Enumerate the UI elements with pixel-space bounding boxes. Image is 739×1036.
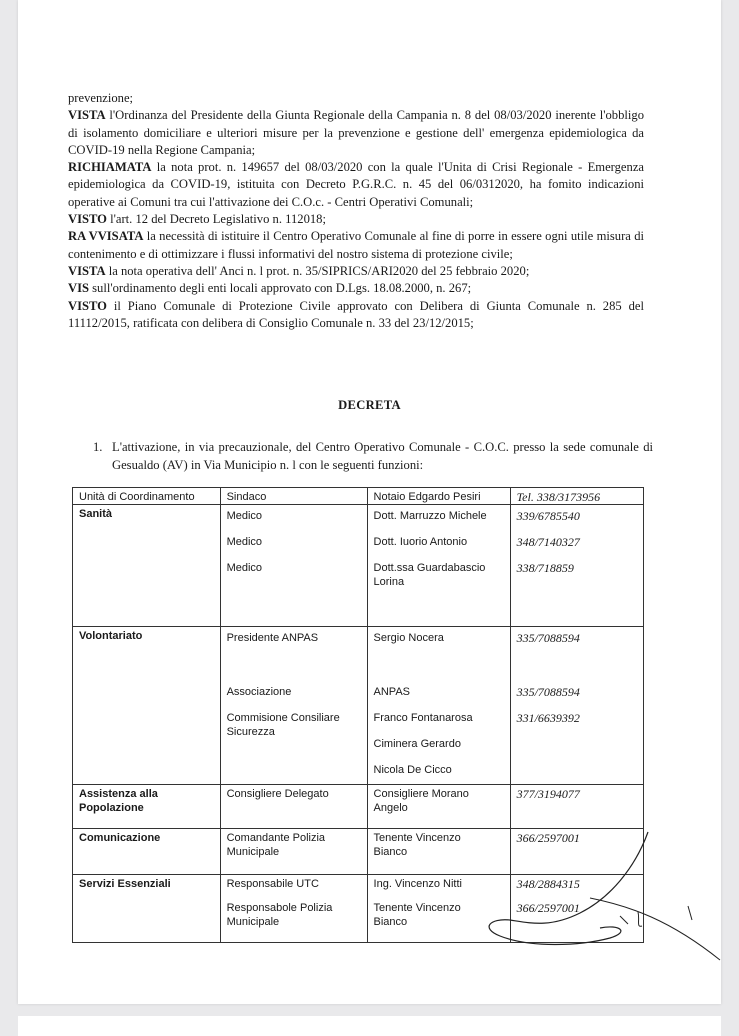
name-line: Ing. Vincenzo Nitti bbox=[373, 878, 462, 890]
keyword: VISTO bbox=[68, 212, 107, 227]
table-row-header bbox=[73, 488, 644, 505]
paragraph-vista-nota bbox=[68, 263, 644, 280]
decree-item-1 bbox=[93, 438, 653, 474]
name-line: Lorina bbox=[373, 576, 405, 588]
name-line: Dott. Iuorio Antonio bbox=[373, 536, 468, 548]
area-line: Assistenza alla bbox=[79, 788, 158, 800]
name-line: Franco Fontanarosa bbox=[373, 712, 473, 724]
cell-name bbox=[367, 505, 510, 627]
paragraph-0 bbox=[68, 90, 644, 107]
paragraph-visto-piano bbox=[68, 298, 644, 333]
name-line: Bianco bbox=[373, 916, 408, 928]
cell-area: Comunicazione bbox=[73, 829, 221, 875]
role-line: Comandante Polizia bbox=[226, 832, 326, 844]
name-line: Bianco bbox=[373, 846, 408, 858]
name-line: Ciminera Gerardo bbox=[373, 738, 461, 750]
cell-role bbox=[220, 627, 367, 785]
phone-line: 331/6639392 bbox=[516, 711, 580, 725]
paragraph-richiamata bbox=[68, 159, 644, 211]
cell-unit: Unità di Coordinamento bbox=[73, 488, 221, 505]
cell-phone: 377/3194077 bbox=[510, 785, 643, 829]
name-line: Consigliere Morano bbox=[373, 788, 469, 800]
phone-line: 335/7088594 bbox=[516, 631, 580, 645]
name-line: Tenente Vincenzo bbox=[373, 832, 461, 844]
keyword: RA VVISATA bbox=[68, 229, 144, 244]
role-line: Responsabile UTC bbox=[226, 878, 319, 890]
paragraph-text: la nota operativa dell' Anci n. l prot. n. 35/SIPRICS/ARI2020 del 25 febbraio 2020; bbox=[105, 263, 530, 278]
paragraph-text: sull'ordinamento degli enti locali approvato con D.Lgs. 18.08.2000, n. 267; bbox=[89, 281, 472, 296]
role-line: Sicurezza bbox=[226, 726, 275, 738]
role-line: Municipale bbox=[226, 916, 280, 928]
cell-role: Sindaco bbox=[220, 488, 367, 505]
role-line: Responsabole Polizia bbox=[226, 902, 333, 914]
keyword: VISTA bbox=[68, 263, 106, 278]
item-text: L'attivazione, in via precauzionale, del Centro Operativo Comunale - C.O.C. presso la sede comunale di Gesualdo (AV) in Via Municipio n. l con le seguenti funzioni: bbox=[112, 440, 653, 472]
next-page-edge bbox=[18, 1016, 721, 1036]
phone-line: 348/2884315 bbox=[516, 877, 580, 891]
cell-area: Volontariato bbox=[73, 627, 221, 785]
paragraph-text: la nota prot. n. 149657 del 08/03/2020 con la quale l'Unita di Crisi Regionale - Emergenza epidemiologica da COVID-19, istituita con Decreto P.G.R.C. n. 45 del 06/0312020, ha fomito indicazioni operative ai Comuni tra cui l'attivazione dei C.O.c. - Centri Operativi Comunali; bbox=[68, 160, 644, 209]
cell-name bbox=[367, 785, 510, 829]
role-line: Municipale bbox=[226, 846, 280, 858]
phone-line: 366/2597001 bbox=[516, 901, 580, 915]
paragraph-ravvisata bbox=[68, 228, 644, 263]
area-line: Popolazione bbox=[79, 802, 144, 814]
paragraph-text: l'art. 12 del Decreto Legislativo n. 112018; bbox=[106, 212, 326, 227]
cell-phone bbox=[510, 505, 643, 627]
name-line: Angelo bbox=[373, 802, 408, 814]
cell-phone: Tel. 338/3173956 bbox=[510, 488, 643, 505]
cell-role bbox=[220, 875, 367, 943]
cell-area bbox=[73, 785, 221, 829]
name-line: Tenente Vincenzo bbox=[373, 902, 461, 914]
paragraph-visto-art bbox=[68, 211, 644, 228]
paragraph-text: la necessità di istituire il Centro Operativo Comunale al fine di porre in essere ogni utile misura di contenimento e di ottimizzare i flussi informativi del nostro sistema di protezione civile; bbox=[68, 229, 645, 261]
keyword: VIS bbox=[68, 281, 89, 296]
phone-line: 339/6785540 bbox=[516, 509, 580, 523]
paragraph-text: prevenzione; bbox=[68, 91, 134, 105]
paragraph-vista-ordinanza bbox=[68, 107, 644, 159]
phone-line: 335/7088594 bbox=[516, 685, 580, 699]
phone-line: 338/718859 bbox=[516, 561, 574, 575]
name-line: Sergio Nocera bbox=[373, 632, 444, 644]
phone-line: 348/7140327 bbox=[516, 535, 580, 549]
table-row-sanita bbox=[73, 505, 644, 627]
name-line: Dott. Marruzzo Michele bbox=[373, 510, 487, 522]
item-number: 1. bbox=[93, 440, 103, 454]
cell-name bbox=[367, 627, 510, 785]
cell-area: Servizi Essenziali bbox=[73, 875, 221, 943]
paragraph-vis bbox=[68, 280, 644, 297]
decreta-heading: DECRETA bbox=[338, 398, 401, 412]
keyword: VISTA bbox=[68, 108, 106, 123]
handwritten-signature bbox=[470, 828, 730, 988]
cell-role bbox=[220, 505, 367, 627]
cell-role: Consigliere Delegato bbox=[220, 785, 367, 829]
role-line: Associazione bbox=[226, 686, 292, 698]
cell-role bbox=[220, 829, 367, 875]
role-line: Medico bbox=[226, 510, 263, 522]
cell-phone: 366/2597001 bbox=[510, 829, 643, 875]
table-row-assistenza bbox=[73, 785, 644, 829]
cell-name: Notaio Edgardo Pesiri bbox=[367, 488, 510, 505]
name-line: ANPAS bbox=[373, 686, 411, 698]
role-line: Medico bbox=[226, 562, 263, 574]
role-line: Medico bbox=[226, 536, 263, 548]
preamble bbox=[68, 90, 644, 332]
cell-phone bbox=[510, 627, 643, 785]
name-line: Dott.ssa Guardabascio bbox=[373, 562, 486, 574]
paragraph-text: il Piano Comunale di Protezione Civile approvato con Delibera di Giunta Comunale n. 285 del 11112/2015, ratificata con delibera di Consiglio Comunale n. 33 del 23/12/2015; bbox=[68, 298, 644, 330]
cell-area: Sanità bbox=[73, 505, 221, 627]
name-line: Nicola De Cicco bbox=[373, 764, 452, 776]
role-line: Presidente ANPAS bbox=[226, 632, 319, 644]
keyword: RICHIAMATA bbox=[68, 160, 152, 175]
paragraph-text: l'Ordinanza del Presidente della Giunta Regionale della Campania n. 8 del 08/03/2020 inerente l'obbligo di isolamento domiciliare e ulteriori misure per la prevenzione e gestione dell' emergenza epidemiologica da COVID-19 nella Regione Campania; bbox=[68, 108, 644, 157]
keyword: VISTO bbox=[68, 298, 107, 313]
role-line: Commisione Consiliare bbox=[226, 712, 340, 724]
table-row-volontariato bbox=[73, 627, 644, 785]
